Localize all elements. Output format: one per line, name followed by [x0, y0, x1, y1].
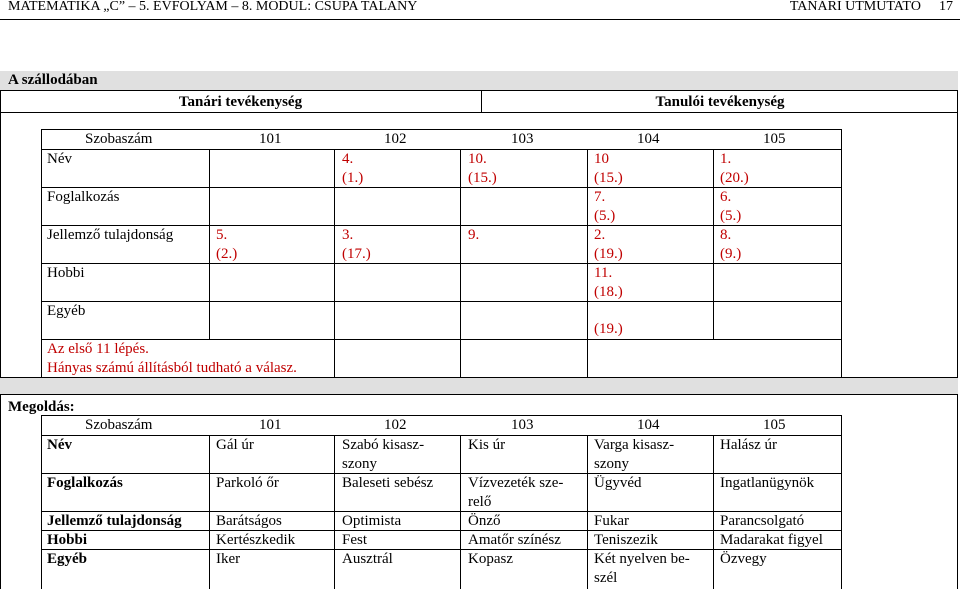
- solution-cell: Ingatlanügynök: [720, 475, 815, 491]
- step-cell: 11.: [594, 265, 613, 281]
- solution-room-105: 105: [763, 417, 786, 433]
- header-rule: [0, 19, 960, 20]
- step-cell: 2.: [594, 227, 606, 243]
- step-cell: 6.: [720, 189, 732, 205]
- solution-room-104: 104: [637, 417, 660, 433]
- step-cell: 3.: [342, 227, 354, 243]
- step-cell: 9.: [468, 227, 480, 243]
- solution-cell: Amatőr színész: [468, 532, 561, 548]
- solution-cell: szony: [594, 456, 629, 472]
- step-cell: (20.): [720, 170, 749, 186]
- step-cell: 10: [594, 151, 609, 167]
- row-label-hobby: Hobbi: [47, 265, 85, 281]
- step-cell: 1.: [720, 151, 732, 167]
- solution-cell: Optimista: [342, 513, 402, 529]
- room-104: 104: [637, 131, 660, 147]
- solution-cell: Önző: [468, 513, 501, 529]
- step-cell: (5.): [594, 208, 616, 224]
- solution-room-101: 101: [259, 417, 282, 433]
- note-source-hint: Hányas számú állításból tudható a válasz.: [47, 360, 297, 376]
- page-number: 17: [939, 0, 953, 14]
- solution-label: Megoldás:: [8, 399, 75, 415]
- step-cell: (5.): [720, 208, 742, 224]
- student-column-header: Tanulói tevékenység: [655, 94, 785, 110]
- solution-room-103: 103: [511, 417, 534, 433]
- solution-cell: Barátságos: [216, 513, 282, 529]
- solution-cell: Két nyelven be-: [594, 551, 690, 567]
- running-header-left: MATEMATIKA „C” – 5. ÉVFOLYAM – 8. MODUL: CSUPA TALÁNY: [8, 0, 418, 14]
- solution-cell: Kopasz: [468, 551, 513, 567]
- room-103: 103: [511, 131, 534, 147]
- step-cell: 7.: [594, 189, 606, 205]
- step-cell: 4.: [342, 151, 354, 167]
- solution-cell: Szabó kisasz-: [342, 437, 425, 453]
- step-cell: (18.): [594, 284, 623, 300]
- step-cell: 10.: [468, 151, 487, 167]
- solution-cell: Varga kisasz-: [594, 437, 675, 453]
- step-cell: (19.): [594, 321, 623, 337]
- solution-cell: Ügyvéd: [594, 475, 642, 491]
- solution-cell: Iker: [216, 551, 241, 567]
- step-cell: (15.): [594, 170, 623, 186]
- row-label-other: Egyéb: [47, 303, 86, 319]
- header-guide-label: TANÁRI ÚTMUTATÓ: [789, 0, 921, 14]
- room-101: 101: [259, 131, 282, 147]
- step-cell: 8.: [720, 227, 732, 243]
- solution-cell: Kertészkedik: [216, 532, 296, 548]
- solution-cell: Parkoló őr: [216, 475, 279, 491]
- step-cell: (15.): [468, 170, 497, 186]
- section-title-bar: [0, 71, 958, 91]
- solution-cell: Baleseti sebész: [342, 475, 434, 491]
- solution-row-label: Egyéb: [47, 551, 88, 567]
- solution-cell: Gál úr: [216, 437, 254, 453]
- solution-cell: Kis úr: [468, 437, 506, 453]
- solution-row-label: Foglalkozás: [47, 475, 123, 491]
- room-number-label: Szobaszám: [85, 131, 153, 147]
- solution-cell: Ausztrál: [342, 551, 393, 567]
- room-105: 105: [763, 131, 786, 147]
- solution-cell: Parancsolgató: [720, 513, 805, 529]
- solution-room-102: 102: [384, 417, 407, 433]
- running-header-right: [790, 0, 953, 15]
- solution-cell: relő: [468, 494, 492, 510]
- solution-cell: Teniszezik: [594, 532, 658, 548]
- solution-row-label: Jellemző tulajdonság: [47, 513, 182, 529]
- solution-cell: Halász úr: [720, 437, 778, 453]
- solution-row-label: Hobbi: [47, 532, 88, 548]
- solution-room-label: Szobaszám: [85, 417, 153, 433]
- step-cell: (19.): [594, 246, 623, 262]
- room-102: 102: [384, 131, 407, 147]
- section-separator: [0, 377, 958, 395]
- solution-cell: Fest: [342, 532, 368, 548]
- row-label-trait: Jellemző tulajdonság: [47, 227, 174, 243]
- teacher-column-header: Tanári tevékenység: [178, 94, 303, 110]
- solution-cell: Özvegy: [720, 551, 767, 567]
- step-cell: 5.: [216, 227, 228, 243]
- solution-cell: Vízvezeték sze-: [468, 475, 564, 491]
- section-title: A szállodában: [8, 72, 98, 88]
- step-cell: (9.): [720, 246, 742, 262]
- step-cell: (17.): [342, 246, 371, 262]
- step-cell: (1.): [342, 170, 364, 186]
- solution-cell: Fukar: [594, 513, 629, 529]
- row-label-occupation: Foglalkozás: [47, 189, 120, 205]
- solution-cell: szél: [594, 570, 618, 586]
- note-first-steps: Az első 11 lépés.: [47, 341, 149, 357]
- row-label-name: Név: [47, 151, 72, 167]
- solution-cell: Madarakat figyel: [720, 532, 823, 548]
- solution-row-label: Név: [47, 437, 72, 453]
- solution-cell: szony: [342, 456, 377, 472]
- step-cell: (2.): [216, 246, 238, 262]
